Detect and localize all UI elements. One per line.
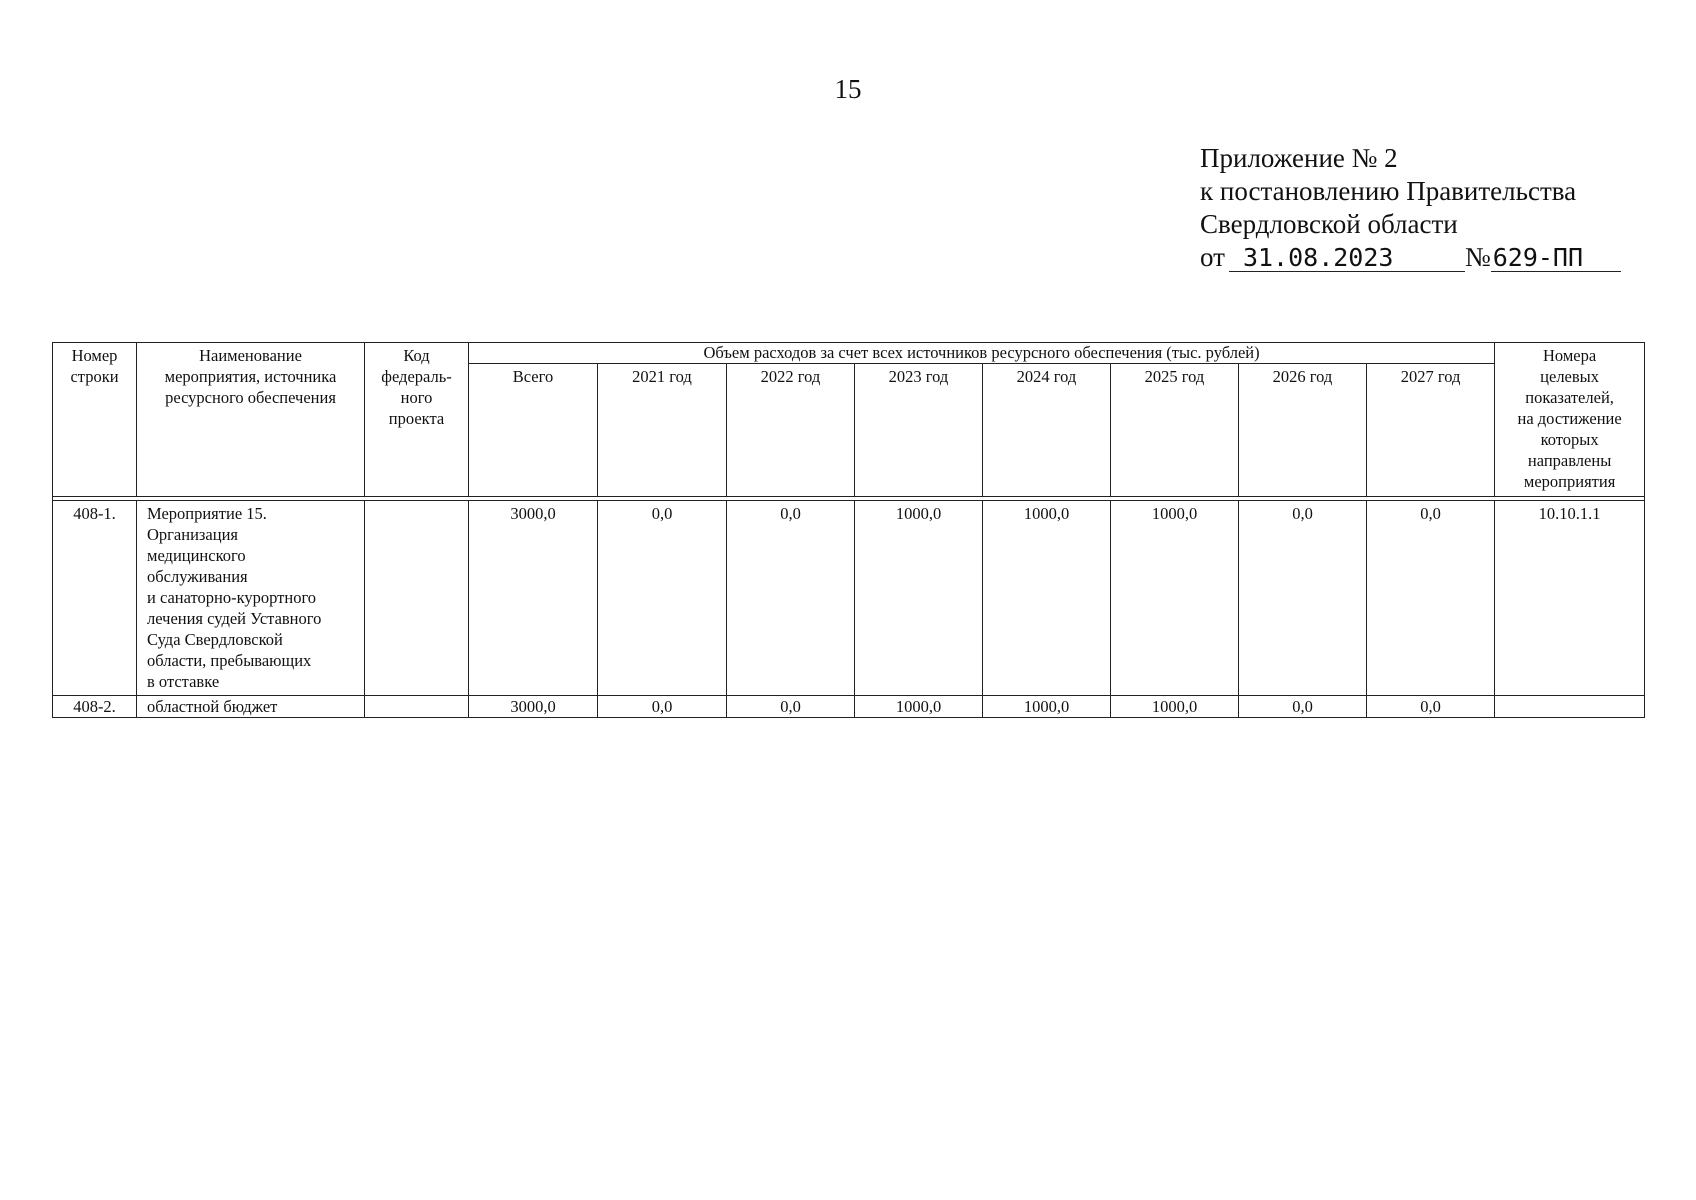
cell-code [365,696,469,718]
cell-targets: 10.10.1.1 [1495,501,1645,696]
table-row [53,696,1645,718]
date-prefix: от [1200,242,1225,272]
header-2027: 2027 год [1367,364,1495,497]
budget-table [52,342,1645,718]
cell-name: Мероприятие 15. Организация медицинского обслуживания и санаторно-курортного лечения судей Уставного Суда Свердловской области, пребывающих в отставке [137,501,365,696]
cell-2022: 0,0 [727,696,855,718]
header-2026: 2026 год [1239,364,1367,497]
header-total: Всего [469,364,598,497]
header-2023: 2023 год [855,364,983,497]
cell-2025: 1000,0 [1111,696,1239,718]
appendix-date-line [1200,241,1621,274]
header-row-number: Номер строки [53,343,137,497]
number-prefix: № [1464,242,1491,272]
page-number: 15 [834,74,862,104]
cell-2022: 0,0 [727,501,855,696]
header-2025: 2025 год [1111,364,1239,497]
header-volume-group: Объем расходов за счет всех источников ресурсного обеспечения (тыс. рублей) [469,343,1495,364]
cell-2023: 1000,0 [855,696,983,718]
cell-2024: 1000,0 [983,696,1111,718]
cell-2021: 0,0 [598,501,727,696]
table-row [53,501,1645,696]
header-2021: 2021 год [598,364,727,497]
cell-2023: 1000,0 [855,501,983,696]
cell-2027: 0,0 [1367,501,1495,696]
header-2024: 2024 год [983,364,1111,497]
header-target-indicators: Номера целевых показателей, на достижение которых направлены мероприятия [1495,343,1645,497]
cell-code [365,501,469,696]
appendix-header [1200,142,1621,274]
cell-name: областной бюджет [137,696,365,718]
appendix-resolution: к постановлению Правительства [1200,176,1577,206]
cell-total: 3000,0 [469,501,598,696]
cell-2021: 0,0 [598,696,727,718]
header-federal-project-code: Код федераль- ного проекта [365,343,469,497]
cell-2027: 0,0 [1367,696,1495,718]
cell-row-number: 408-2. [53,696,137,718]
resolution-date: 31.08.2023 [1229,245,1465,272]
cell-2026: 0,0 [1239,696,1367,718]
cell-2024: 1000,0 [983,501,1111,696]
table-header-row [53,343,1645,364]
appendix-title: Приложение № 2 [1200,143,1398,173]
header-name: Наименование мероприятия, источника ресурсного обеспечения [137,343,365,497]
resolution-number: 629-ПП [1491,245,1621,272]
appendix-region: Свердловской области [1200,209,1458,239]
cell-2026: 0,0 [1239,501,1367,696]
cell-row-number: 408-1. [53,501,137,696]
cell-2025: 1000,0 [1111,501,1239,696]
header-2022: 2022 год [727,364,855,497]
cell-targets [1495,696,1645,718]
cell-total: 3000,0 [469,696,598,718]
